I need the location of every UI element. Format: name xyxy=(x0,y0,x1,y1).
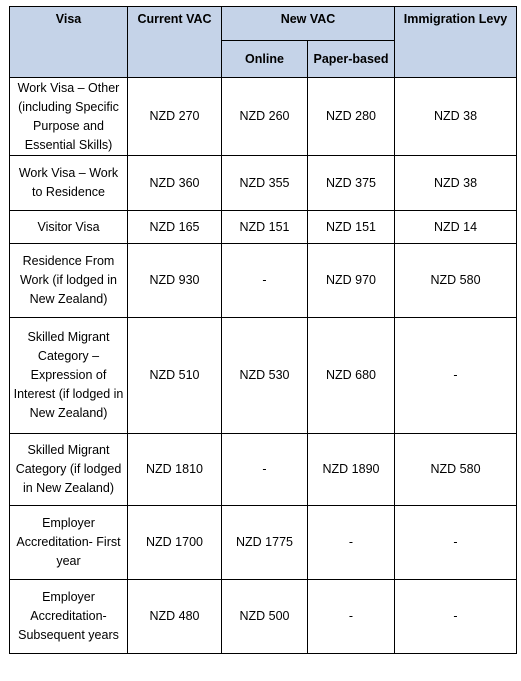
header-row xyxy=(10,7,517,41)
paper-based-cell: NZD 1890 xyxy=(308,434,395,506)
current-vac-cell: NZD 360 xyxy=(128,156,222,211)
levy-cell: NZD 580 xyxy=(395,434,517,506)
visa-fees-table xyxy=(9,6,517,654)
online-cell: - xyxy=(222,434,308,506)
paper-based-cell: - xyxy=(308,506,395,580)
header-visa: Visa xyxy=(10,7,128,78)
current-vac-cell: NZD 1700 xyxy=(128,506,222,580)
table-row xyxy=(10,580,517,654)
visa-cell: Residence From Work (if lodged in New Zealand) xyxy=(10,244,128,318)
online-cell: NZD 500 xyxy=(222,580,308,654)
visa-cell: Skilled Migrant Category (if lodged in New Zealand) xyxy=(10,434,128,506)
table-row xyxy=(10,78,517,156)
online-cell: NZD 151 xyxy=(222,211,308,244)
levy-cell: NZD 14 xyxy=(395,211,517,244)
levy-cell: NZD 580 xyxy=(395,244,517,318)
online-cell: - xyxy=(222,244,308,318)
header-paper-based: Paper-based xyxy=(308,41,395,78)
online-cell: NZD 1775 xyxy=(222,506,308,580)
header-current-vac: Current VAC xyxy=(128,7,222,78)
visa-cell: Visitor Visa xyxy=(10,211,128,244)
current-vac-cell: NZD 1810 xyxy=(128,434,222,506)
current-vac-cell: NZD 480 xyxy=(128,580,222,654)
current-vac-cell: NZD 930 xyxy=(128,244,222,318)
visa-cell: Work Visa – Other (including Specific Purpose and Essential Skills) xyxy=(10,78,128,156)
table-header xyxy=(10,7,517,78)
visa-cell: Skilled Migrant Category – Expression of Interest (if lodged in New Zealand) xyxy=(10,318,128,434)
paper-based-cell: NZD 970 xyxy=(308,244,395,318)
paper-based-cell: NZD 680 xyxy=(308,318,395,434)
visa-cell: Employer Accreditation-Subsequent years xyxy=(10,580,128,654)
visa-cell: Work Visa – Work to Residence xyxy=(10,156,128,211)
table-row xyxy=(10,434,517,506)
levy-cell: - xyxy=(395,580,517,654)
table-row xyxy=(10,156,517,211)
current-vac-cell: NZD 270 xyxy=(128,78,222,156)
current-vac-cell: NZD 510 xyxy=(128,318,222,434)
paper-based-cell: NZD 151 xyxy=(308,211,395,244)
table-row xyxy=(10,244,517,318)
online-cell: NZD 260 xyxy=(222,78,308,156)
table-body xyxy=(10,78,517,654)
paper-based-cell: NZD 375 xyxy=(308,156,395,211)
online-cell: NZD 355 xyxy=(222,156,308,211)
current-vac-cell: NZD 165 xyxy=(128,211,222,244)
paper-based-cell: - xyxy=(308,580,395,654)
levy-cell: NZD 38 xyxy=(395,78,517,156)
paper-based-cell: NZD 280 xyxy=(308,78,395,156)
visa-cell: Employer Accreditation- First year xyxy=(10,506,128,580)
header-online: Online xyxy=(222,41,308,78)
table-row xyxy=(10,211,517,244)
levy-cell: - xyxy=(395,506,517,580)
levy-cell: NZD 38 xyxy=(395,156,517,211)
table-row xyxy=(10,318,517,434)
header-immigration-levy: Immigration Levy xyxy=(395,7,517,78)
levy-cell: - xyxy=(395,318,517,434)
header-new-vac: New VAC xyxy=(222,7,395,41)
online-cell: NZD 530 xyxy=(222,318,308,434)
table-row xyxy=(10,506,517,580)
